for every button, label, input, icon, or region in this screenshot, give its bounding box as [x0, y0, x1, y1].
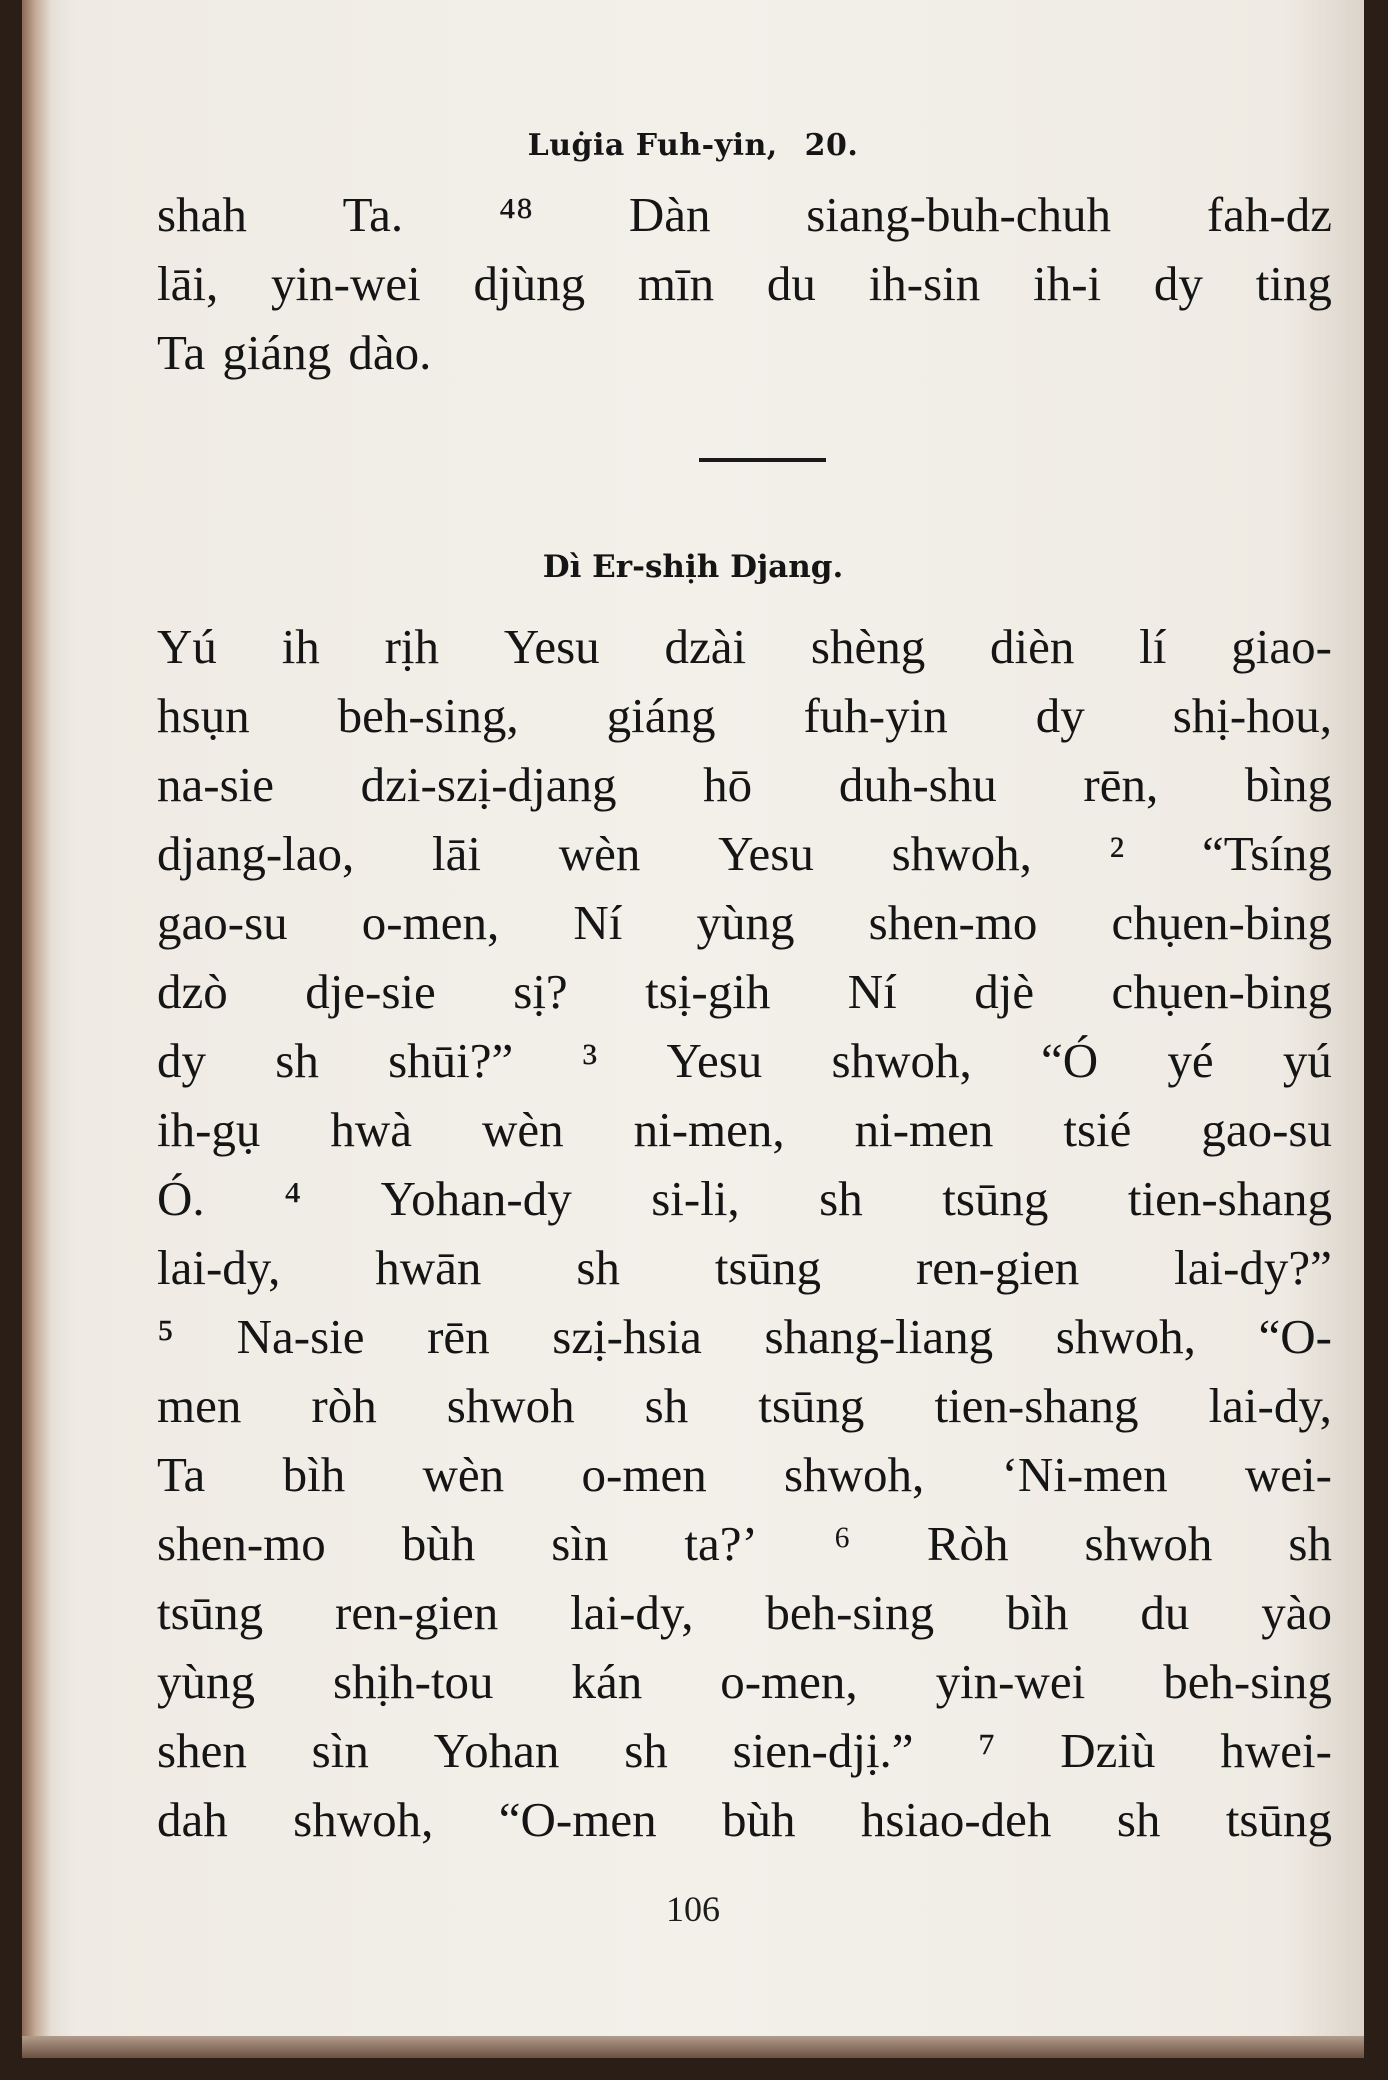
text-line: hsụn beh-sing, giáng fuh-yin dy shị-hou,: [157, 688, 1332, 743]
running-head-title: Luġia Fuh-yin,: [527, 128, 778, 163]
text-line: Ó. ⁴ Yohan-dy si-li, sh tsūng tien-shang: [157, 1171, 1332, 1226]
text-line: men ròh shwoh sh tsūng tien-shang lai-dy,: [157, 1378, 1332, 1433]
text-line: lāi, yin-wei djùng mīn du ih-sin ih-i dy ting: [157, 256, 1332, 311]
page-number: 106: [666, 1889, 720, 1929]
text-line: dzò dje-sie sị? tsị-gih Ní djè chụen-bing: [157, 964, 1332, 1019]
running-head: [22, 128, 1364, 163]
running-head-chapter: 20.: [804, 128, 859, 163]
page-edge: [22, 2036, 1364, 2058]
text-line: lai-dy, hwān sh tsūng ren-gien lai-dy?”: [157, 1240, 1332, 1295]
text-line: dy sh shūi?” ³ Yesu shwoh, “Ó yé yú: [157, 1033, 1332, 1088]
text-block-chapter-20: [157, 612, 1332, 1854]
page-gutter: [22, 0, 52, 2058]
text-line: shah Ta. ⁴⁸ Dàn siang-buh-chuh fah-dz: [157, 187, 1332, 242]
text-line: ⁵ Na-sie rēn szị-hsia shang-liang shwoh, “O-: [157, 1309, 1332, 1364]
text-line: ih-gụ hwà wèn ni-men, ni-men tsié gao-su: [157, 1102, 1332, 1157]
text-line: djang-lao, lāi wèn Yesu shwoh, ² “Tsíng: [157, 826, 1332, 881]
text-line: gao-su o-men, Ní yùng shen-mo chụen-bing: [157, 895, 1332, 950]
text-line: shen-mo bùh sìn ta?’ ⁶ Ròh shwoh sh: [157, 1516, 1332, 1571]
text-line: tsūng ren-gien lai-dy, beh-sing bìh du yào: [157, 1585, 1332, 1640]
chapter-divider-rule: [699, 458, 826, 462]
text-block-previous-chapter: [157, 180, 1332, 387]
text-line: Ta bìh wèn o-men shwoh, ‘Ni-men wei-: [157, 1447, 1332, 1502]
text-line: Ta giáng dào.: [157, 325, 432, 380]
text-line: shen sìn Yohan sh sien-djị.” ⁷ Dziù hwei-: [157, 1723, 1332, 1778]
text-line: yùng shịh-tou kán o-men, yin-wei beh-sing: [157, 1654, 1332, 1709]
book-page: [22, 0, 1364, 2058]
text-line: Yú ih rịh Yesu dzài shèng dièn lí giao-: [157, 619, 1332, 674]
chapter-heading: Dì Er-shịh Djang.: [542, 549, 844, 585]
text-line: na-sie dzi-szị-djang hō duh-shu rēn, bìng: [157, 757, 1332, 812]
text-line: dah shwoh, “O-men bùh hsiao-deh sh tsūng: [157, 1792, 1332, 1847]
